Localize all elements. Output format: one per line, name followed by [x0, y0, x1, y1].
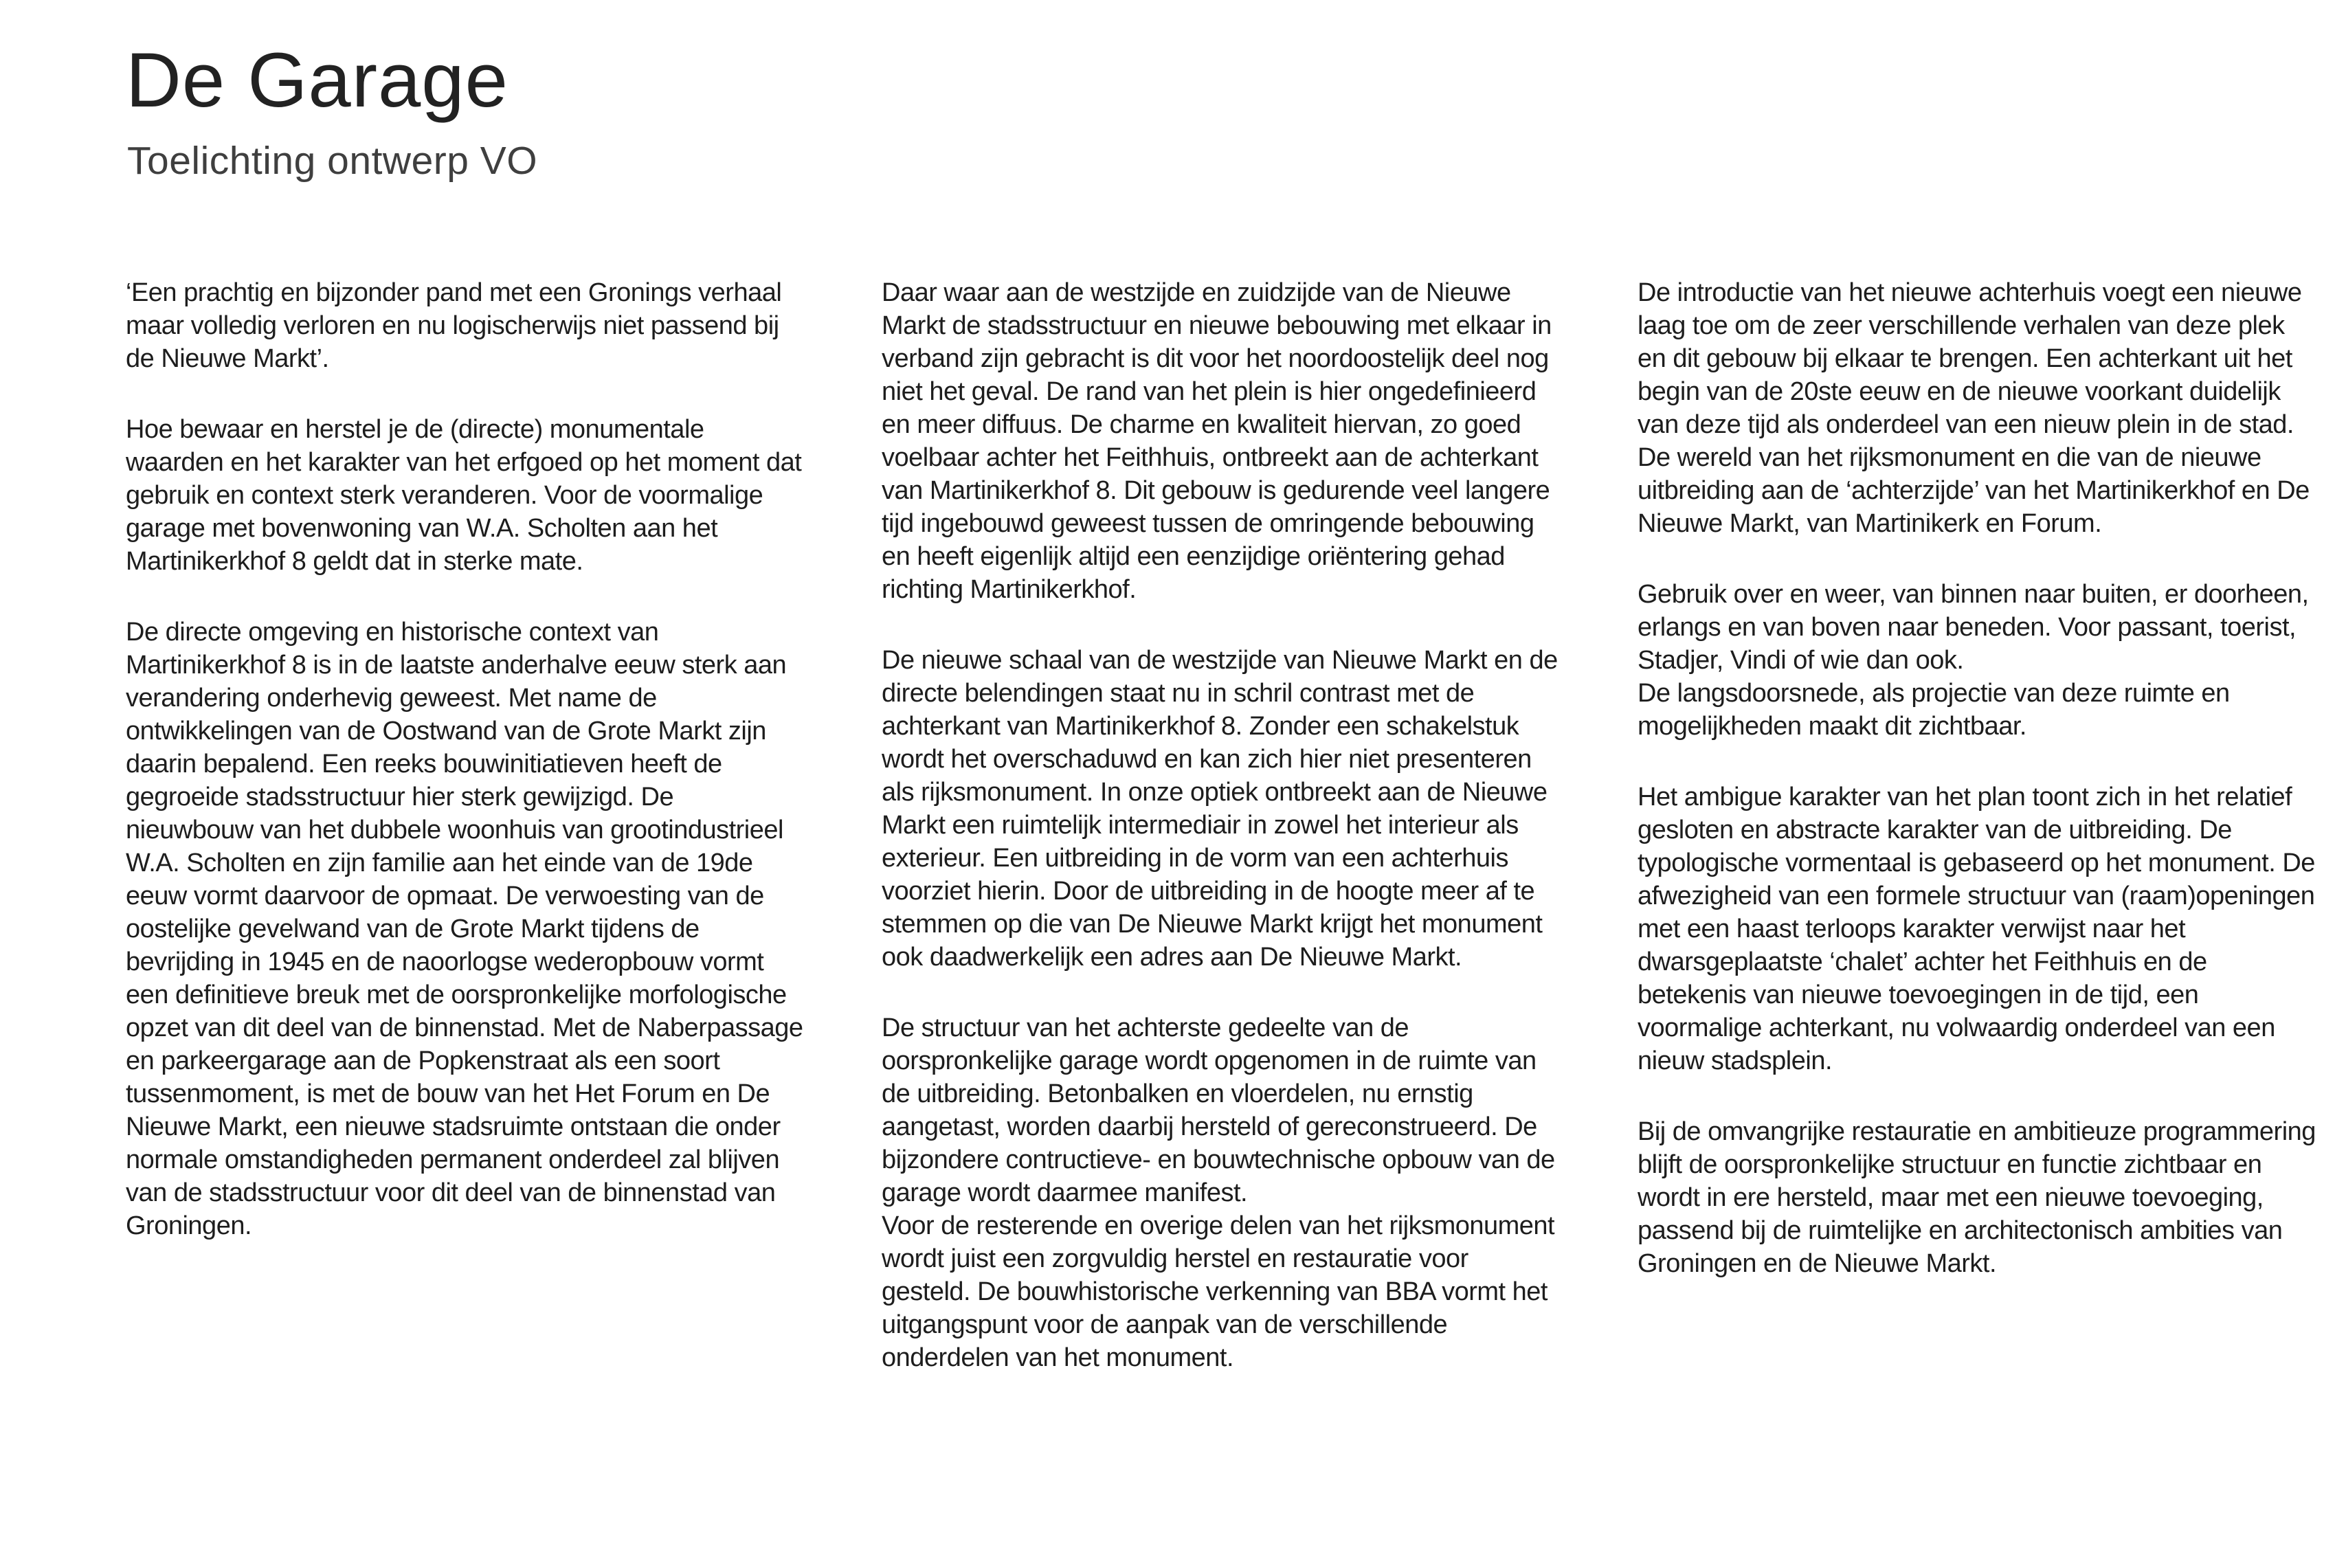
paragraph: Het ambigue karakter van het plan toont zich in het relatief gesloten en abstracte karakter van de uitbreiding. De typologische vormentaal is gebaseerd op het monument. De afwezigheid van een formele structuur van (raam)openingen met een haast terloops karakter verwijst naar het dwarsgeplaatste ‘chalet’ achter het Feithhuis en de betekenis van nieuwe toevoegingen in de tijd, een voormalige achterkant, nu volwaardig onderdeel van een nieuw stadsplein. [1638, 782, 2315, 1075]
page-title: De Garage [126, 37, 509, 123]
paragraph-quote: ‘Een prachtig en bijzonder pand met een Gronings verhaal maar volledig verloren en nu logischerwijs niet passend bij de Nieuwe Markt’. [126, 278, 782, 373]
paragraph: Daar waar aan de westzijde en zuidzijde van de Nieuwe Markt de stadsstructuur en nieuwe bebouwing met elkaar in verband zijn gebracht is dit voor het noordoostelijk deel nog niet het geval. De rand van het plein is hier ongedefinieerd en meer diffuus. De charme en kwaliteit hiervan, zo goed voelbaar achter het Feithhuis, ontbreekt aan de achterkant van Martinikerkhof 8. Dit gebouw is gedurende veel langere tijd ingebouwd geweest tussen de omringende bebouwing en heeft eigenlijk altijd een eenzijdige oriëntering gehad richting Martinikerkhof. [882, 278, 1552, 604]
paragraph: De introductie van het nieuwe achterhuis voegt een nieuwe laag toe om de zeer verschillende verhalen van deze plek en dit gebouw bij elkaar te brengen. Een achterkant uit het begin van de 20ste eeuw en de nieuwe voorkant duidelijk van deze tijd als onderdeel van een nieuw plein in de stad. De wereld van het rijksmonument en die van de nieuwe uitbreiding aan de ‘achterzijde’ van het Martinikerkhof en De Nieuwe Markt, van Martinikerk en Forum. [1638, 278, 2310, 538]
body-columns [126, 276, 2316, 1374]
paragraph [1638, 578, 2318, 743]
page-subtitle: Toelichting ontwerp VO [127, 139, 538, 183]
paragraph: De directe omgeving en historische context van Martinikerkhof 8 is in de laatste anderhalve eeuw sterk aan verandering onderhevig geweest. Met name de ontwikkelingen van de Oostwand van de Grote Markt zijn daarin bepalend. Een reeks bouwinitiatieven heeft de gegroeide stadsstructuur hier sterk gewijzigd. De nieuwbouw van het dubbele woonhuis van grootindustrieel W.A. Scholten en zijn familie aan het einde van de 19de eeuw vormt daarvoor de opmaat. De verwoesting van de oostelijke gevelwand van de Grote Markt tijdens de bevrijding in 1945 en de naoorlogse wederopbouw vormt een definitieve breuk met de oorspronkelijke morfologische opzet van dit deel van de binnenstad. Met de Naberpassage en parkeergarage aan de Popkenstraat als een soort tussenmoment, is met de bouw van het Het Forum en De Nieuwe Markt, een nieuwe stadsruimte ontstaan die onder normale omstandigheden permanent onderdeel zal blijven van de stadsstructuur voor dit deel van de binnenstad van Groningen. [126, 617, 803, 1240]
paragraph-segment: De langsdoorsnede, als projectie van deze ruimte en mogelijkheden maakt dit zichtbaar. [1638, 678, 2230, 741]
text-column-1 [126, 276, 806, 1374]
paragraph-segment: Gebruik over en weer, van binnen naar buiten, er doorheen, erlangs en van boven naar beneden. Voor passant, toerist, Stadjer, Vindi of wie dan ook. [1638, 579, 2309, 675]
paragraph: Bij de omvangrijke restauratie en ambitieuze programmering blijft de oorspronkelijke structuur en functie zichtbaar en wordt in ere hersteld, maar met een nieuwe toevoeging, passend bij de ruimtelijke en architectonisch ambities van Groningen en de Nieuwe Markt. [1638, 1117, 2316, 1278]
paragraph: Hoe bewaar en herstel je de (directe) monumentale waarden en het karakter van het erfgoed op het moment dat gebruik en context sterk veranderen. Voor de voormalige garage met bovenwoning van W.A. Scholten aan het Martinikerkhof 8 geldt dat in sterke mate. [126, 414, 802, 576]
paragraph-segment: Voor de resterende en overige delen van het rijksmonument wordt juist een zorgvuldig herstel en restauratie voor gesteld. De bouwhistorische verkenning van BBA vormt het uitgangspunt voor de aanpak van de verschillende onderdelen van het monument. [882, 1211, 1555, 1372]
paragraph-segment: De structuur van het achterste gedeelte van de oorspronkelijke garage wordt opgenomen in de ruimte van de uitbreiding. Betonbalken en vloerdelen, nu ernstig aangetast, worden daarbij hersteld of gereconstrueerd. De bijzondere contructieve- en bouwtechnische opbouw van de garage wordt daarmee manifest. [882, 1013, 1555, 1207]
paragraph: De nieuwe schaal van de westzijde van Nieuwe Markt en de directe belendingen staat nu in schril contrast met de achterkant van Martinikerkhof 8. Zonder een schakelstuk wordt het overschaduwd en kan zich hier niet presenteren als rijksmonument. In onze optiek ontbreekt aan de Nieuwe Markt een ruimtelijk intermediair in zowel het interieur als exterieur. Een uitbreiding in de vorm van een achterhuis voorziet hierin. Door de uitbreiding in de hoogte meer af te stemmen op die van De Nieuwe Markt krijgt het monument ook daadwerkelijk een adres aan De Nieuwe Markt. [882, 645, 1558, 972]
text-column-2 [882, 276, 1562, 1374]
paragraph [882, 1011, 1562, 1374]
text-column-3 [1638, 276, 2318, 1374]
